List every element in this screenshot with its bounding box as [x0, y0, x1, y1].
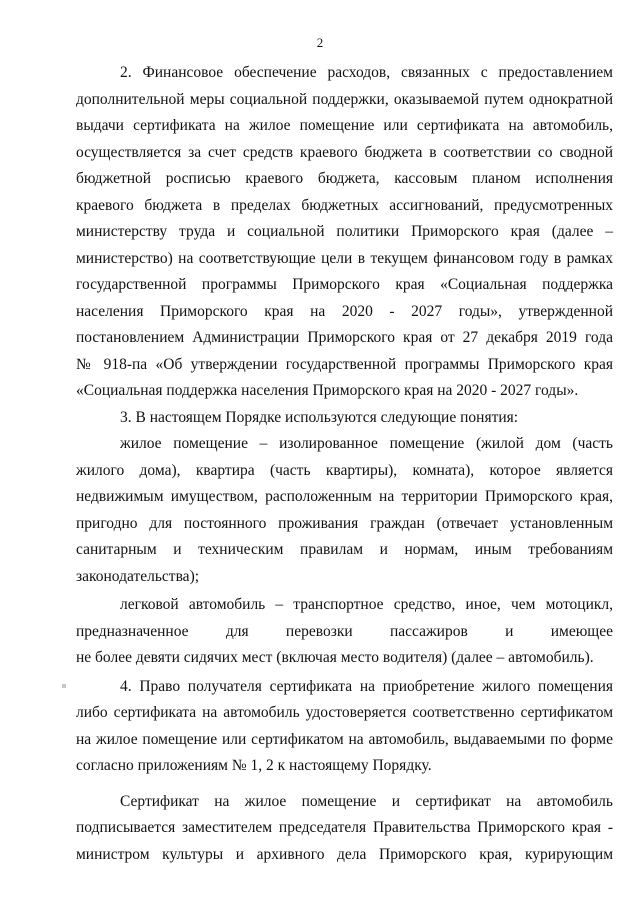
paragraph-line: министерство) на соответствующие цели в текущем финансовом году в рамках: [76, 249, 613, 267]
paragraph-line: «Социальная поддержка населения Приморского края на 2020 - 2027 годы».: [76, 382, 579, 399]
paragraph-line: не более девяти сидячих мест (включая место водителя) (далее – автомобиль).: [76, 649, 594, 666]
paragraph-line: пригодно для постоянного проживания граждан (отвечает установленным: [76, 514, 613, 532]
paragraph-line: населения Приморского края на 2020 - 2027 годы», утвержденной: [76, 302, 613, 320]
paragraph-line: государственной программы Приморского края «Социальная поддержка: [76, 276, 613, 293]
paragraph-line: санитарным и техническим правилам и нормам, иным требованиям: [76, 541, 613, 558]
paragraph-line: № 918-па «Об утверждении государственной программы Приморского края: [76, 355, 613, 373]
paragraph-line: министром культуры и архивного дела Приморского края, курирующим: [76, 845, 613, 863]
scan-mark: [62, 684, 66, 688]
paragraph-line: 3. В настоящем Порядке используются следующие понятия:: [120, 408, 519, 426]
paragraph-certificate-signing: [76, 789, 613, 869]
paragraph-line: бюджетной росписью краевого бюджета, кассовым планом исполнения: [76, 170, 613, 187]
paragraph-line: предназначенное для перевозки пассажиров и имеющее: [76, 622, 613, 640]
paragraph-line: осуществляется за счет средств краевого бюджета в соответствии со сводной: [76, 143, 613, 161]
paragraph-line: либо сертификата на автомобиль удостоверяется соответственно сертификатом: [76, 704, 613, 721]
paragraph-line: выдачи сертификата на жилое помещение или сертификата на автомобиль,: [76, 117, 613, 134]
paragraph-line: недвижимым имуществом, расположенным на территории Приморского края,: [76, 488, 613, 505]
paragraph-line: дополнительной меры социальной поддержки, оказываемой путем однократной: [76, 90, 613, 108]
paragraph-line: постановлением Администрации Приморского края от 27 декабря 2019 года: [76, 329, 613, 346]
paragraph-definitions-intro: [76, 405, 613, 432]
page-number: 2: [316, 35, 324, 50]
paragraph-certificate-right: [76, 674, 613, 780]
paragraph-line: на жилое помещение или сертификатом на автомобиль, выдаваемыми по форме: [76, 730, 613, 748]
paragraph-spacer: [76, 780, 613, 789]
definition-living-premises: [76, 431, 613, 590]
paragraph-line: краевого бюджета в пределах бюджетных ассигнований, предусмотренных: [76, 196, 613, 214]
paragraph-line: легковой автомобиль – транспортное средство, иное, чем мотоцикл,: [120, 596, 613, 613]
definition-passenger-car: [76, 592, 613, 672]
paragraph-financing: [76, 60, 613, 405]
paragraph-line: министерству труда и социальной политики Приморского края (далее –: [76, 223, 613, 240]
paragraph-line: 4. Право получателя сертификата на приобретение жилого помещения: [120, 677, 613, 695]
paragraph-line: законодательства);: [76, 567, 200, 585]
document-body: [76, 60, 613, 868]
paragraph-line: Сертификат на жилое помещение и сертификат на автомобиль: [120, 792, 613, 810]
paragraph-line: согласно приложениям № 1, 2 к настоящему Порядку.: [76, 757, 432, 774]
paragraph-line: подписывается заместителем председателя Правительства Приморского края -: [76, 819, 613, 836]
paragraph-line: жилое помещение – изолированное помещение (жилой дом (часть: [120, 435, 613, 452]
paragraph-line: 2. Финансовое обеспечение расходов, связанных с предоставлением: [120, 64, 613, 81]
paragraph-line: жилого дома), квартира (часть квартиры), комната), которое является: [76, 461, 613, 479]
